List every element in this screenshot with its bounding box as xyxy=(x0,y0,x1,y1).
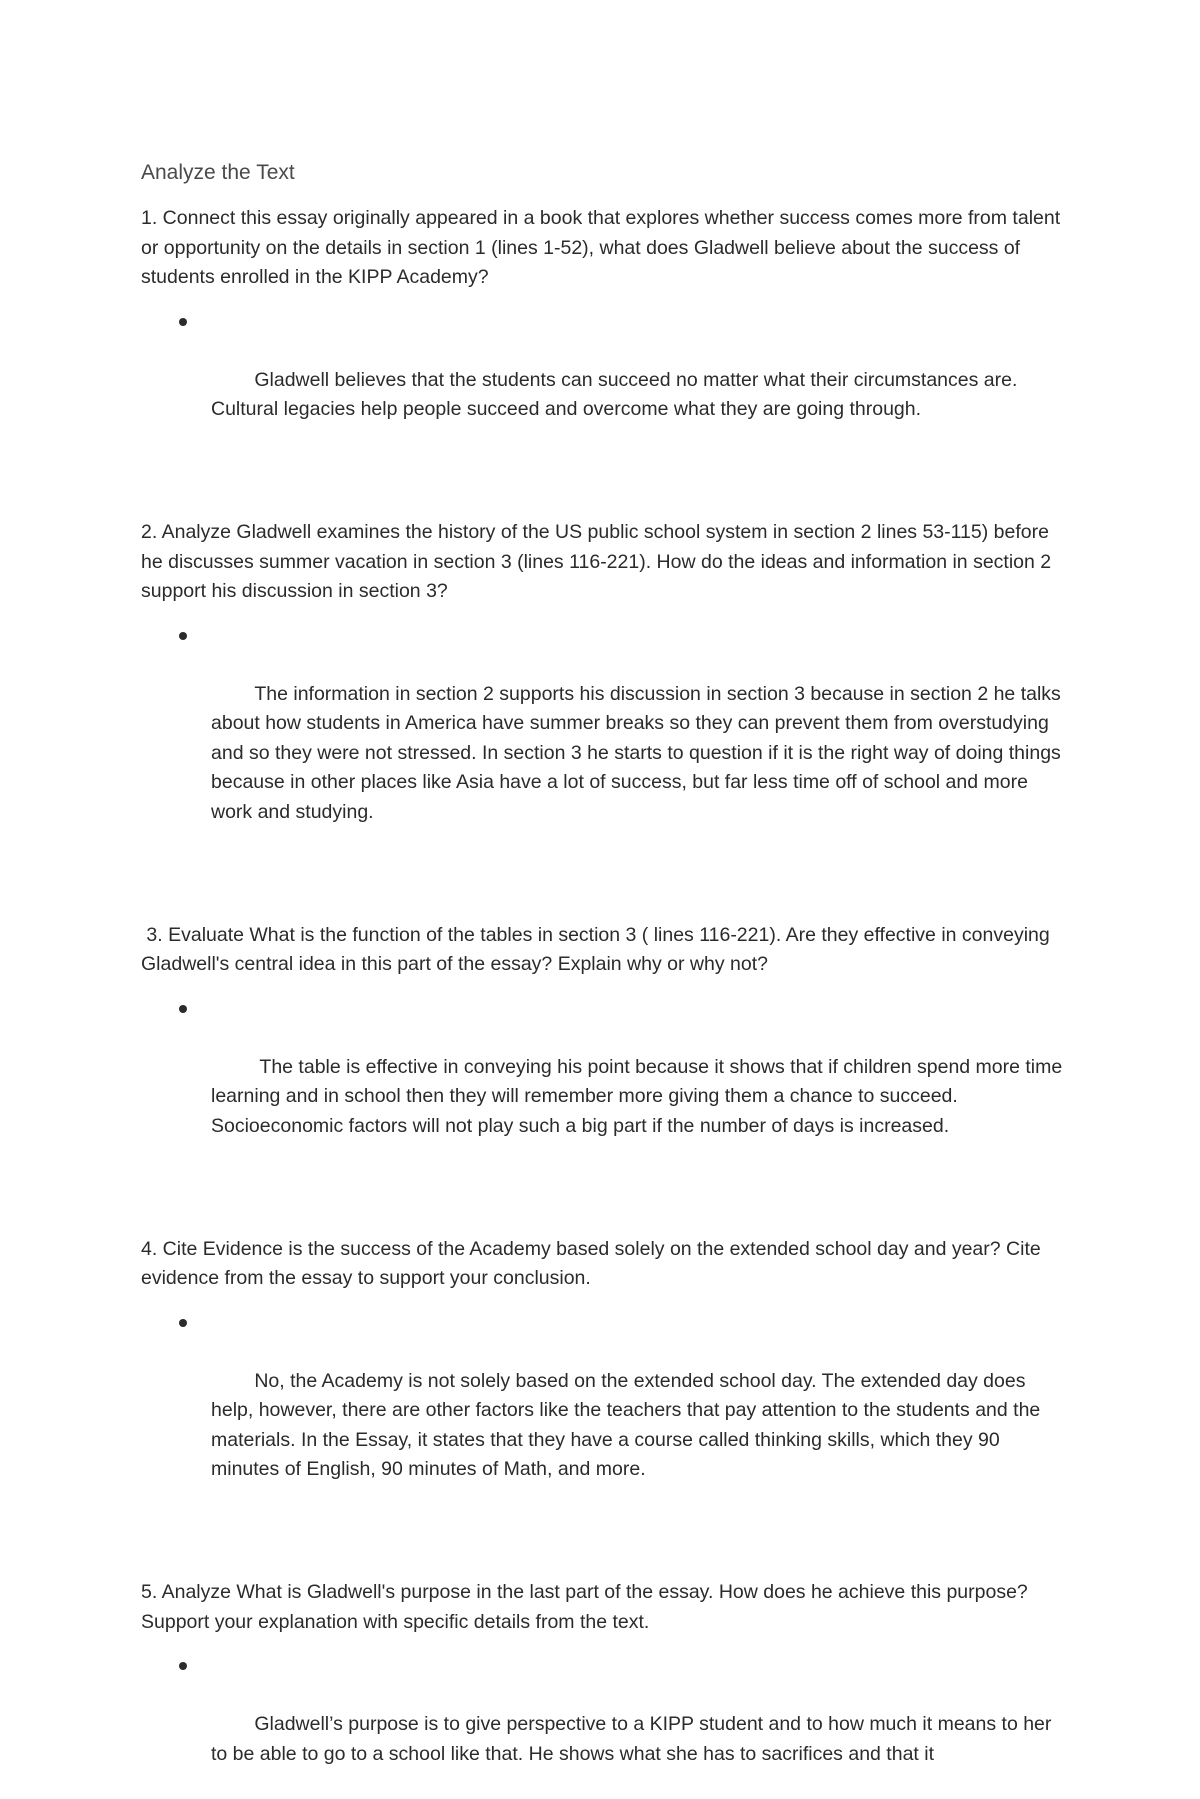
bullet-icon xyxy=(179,1662,187,1670)
answer-item xyxy=(141,994,1071,1171)
question-text: 3. Evaluate What is the function of the tables in section 3 ( lines 116-221). Are they effective in conveying Gladwell's central idea in this part of the essay? Explain why or why not? xyxy=(141,923,1056,975)
answer-list xyxy=(141,621,1071,857)
answer-list xyxy=(141,1651,1071,1799)
answer-text: Gladwell believes that the students can succeed no matter what their circumstances are. Cultural legacies help people succeed and overcome what they are going through. xyxy=(211,368,1023,420)
answer-item xyxy=(141,621,1071,857)
answer-item xyxy=(141,1651,1071,1799)
answer-item xyxy=(141,1308,1071,1515)
answer-item xyxy=(141,307,1071,455)
answer-list xyxy=(141,994,1071,1171)
bullet-icon xyxy=(179,1005,187,1013)
answer-text: No, the Academy is not solely based on the extended school day. The extended day does help, however, there are other factors like the teachers that pay attention to the students and the materials. In the Essay, it states that they have a course called thinking skills, which they 90 minutes of English, 90 minutes of Math, and more. xyxy=(211,1369,1046,1480)
answer-list xyxy=(141,307,1071,455)
bullet-icon xyxy=(179,318,187,326)
answer-text: The information in section 2 supports his discussion in section 3 because in section 2 he talks about how students in America have summer breaks so they can prevent them from overstudying and so they were not stressed. In section 3 he starts to question if it is the right way of doing things because in other places like Asia have a lot of success, but far less time off of school and more work and studying. xyxy=(211,682,1067,823)
bullet-icon xyxy=(179,1319,187,1327)
answer-list xyxy=(141,1308,1071,1515)
question-block-1 xyxy=(141,204,1071,454)
answer-text: Gladwell’s purpose is to give perspective to a KIPP student and to how much it means to her to be able to go to a school like that. He shows what she has to sacrifices and that it xyxy=(211,1713,1057,1765)
question-text: 4. Cite Evidence is the success of the Academy based solely on the extended school day and year? Cite evidence from the essay to support your conclusion. xyxy=(141,1237,1047,1289)
question-block-3 xyxy=(141,921,1071,1171)
question-text: 2. Analyze Gladwell examines the history of the US public school system in section 2 lines 53-115) before he discusses summer vacation in section 3 (lines 116-221). How do the ideas and information in section 2 support his discussion in section 3? xyxy=(141,521,1057,602)
question-text: 1. Connect this essay originally appeared in a book that explores whether success comes more from talent or opportunity on the details in section 1 (lines 1-52), what does Gladwell believe about the success of students enrolled in the KIPP Academy? xyxy=(141,207,1066,288)
question-text: 5. Analyze What is Gladwell's purpose in the last part of the essay. How does he achieve this purpose? Support your explanation with specific details from the text. xyxy=(141,1581,1034,1633)
question-block-5 xyxy=(141,1578,1071,1799)
question-block-4 xyxy=(141,1235,1071,1515)
bullet-icon xyxy=(179,632,187,640)
question-block-2 xyxy=(141,518,1071,857)
document-page xyxy=(141,158,1071,1799)
answer-text: The table is effective in conveying his point because it shows that if children spend more time learning and in school then they will remember more giving them a chance to succeed. Socioeconomic factors will not play such a big part if the number of days is increased. xyxy=(211,1055,1068,1137)
document-title: Analyze the Text xyxy=(141,161,295,184)
